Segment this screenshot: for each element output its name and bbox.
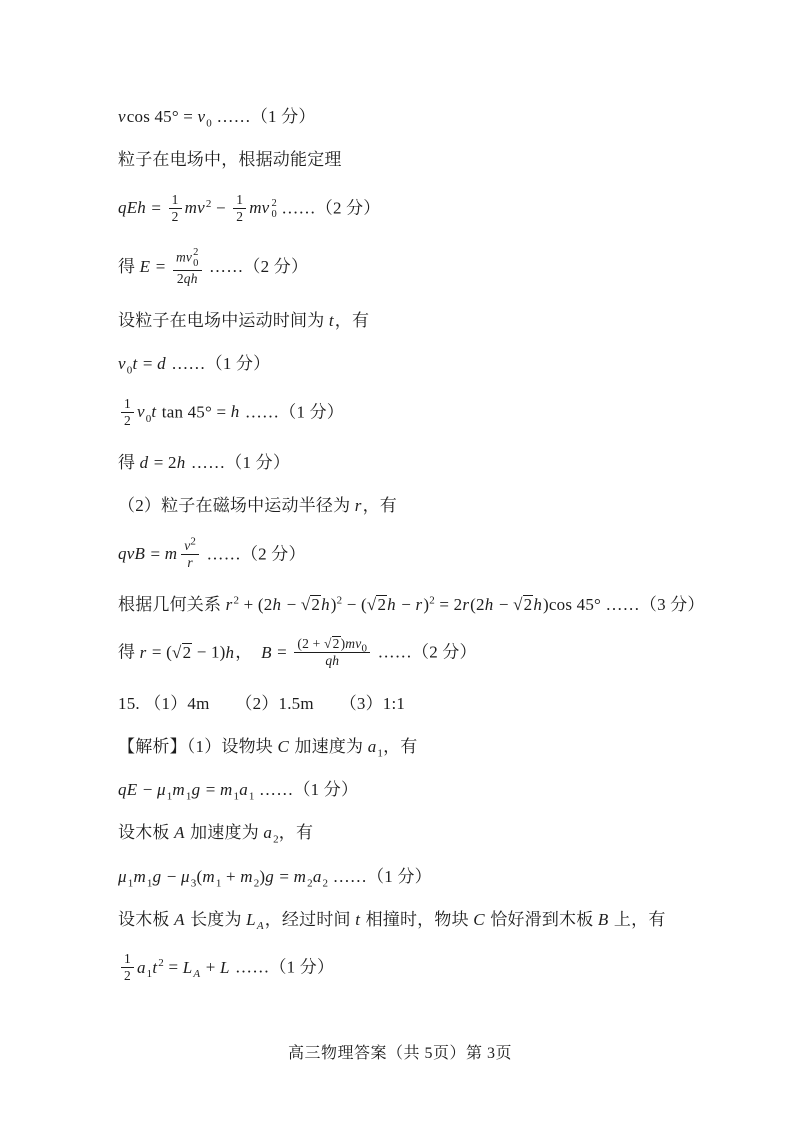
- math-variable: d: [139, 453, 149, 473]
- math-roman: ……（1 分）: [328, 866, 432, 886]
- math-superscript: 2: [233, 594, 240, 607]
- fraction-denominator: [121, 413, 134, 429]
- fraction-denominator: [294, 653, 370, 669]
- fraction-denominator: [233, 209, 246, 225]
- fraction-denominator: [181, 555, 199, 571]
- document-line: [118, 535, 730, 572]
- radical-sign: √: [172, 642, 182, 662]
- math-subscript: 0: [145, 412, 152, 425]
- math-superscript: 2: [429, 594, 435, 607]
- math-roman: −: [494, 594, 514, 614]
- math-variable: C: [473, 909, 485, 929]
- math-subscript: 2: [307, 876, 313, 889]
- math-roman: 恰好滑到木板: [485, 909, 598, 929]
- radical-sign: √: [366, 594, 377, 614]
- math-roman: ……（2 分）: [276, 198, 381, 218]
- math-variable: m: [202, 866, 215, 886]
- math-fraction: [173, 247, 202, 287]
- math-roman: ，有: [334, 311, 370, 331]
- math-subscript: 1: [215, 876, 222, 889]
- math-subscript: 2: [322, 876, 329, 889]
- math-superscript: 2: [158, 956, 164, 969]
- fraction-numerator: [294, 636, 370, 653]
- radicand: [182, 643, 193, 662]
- math-roman: 2: [124, 968, 131, 984]
- math-variable: g: [152, 866, 162, 886]
- math-roman: ……（2 分）: [373, 642, 477, 662]
- math-variable: a: [312, 866, 322, 886]
- math-subscript: 1: [127, 876, 134, 889]
- radical-sign: √: [324, 636, 332, 652]
- math-variable: L: [182, 957, 193, 977]
- document-line: [118, 952, 730, 985]
- math-roman: 得: [118, 642, 140, 662]
- math-variable: g: [191, 780, 201, 800]
- radical-sign: √: [300, 594, 311, 614]
- document-line: [118, 779, 730, 803]
- math-variable: qEh: [118, 198, 146, 218]
- math-roman: ，有: [362, 496, 397, 516]
- math-roman: + (2: [239, 594, 273, 614]
- math-variable: h: [321, 594, 330, 614]
- math-variable: v: [118, 107, 126, 126]
- math-subscript: A: [193, 968, 201, 981]
- math-variable: a: [263, 823, 273, 843]
- math-roman: − (: [342, 594, 367, 614]
- document-line: [118, 822, 730, 846]
- math-roman: ): [330, 594, 337, 614]
- math-roman: ……（1 分）: [186, 453, 291, 473]
- math-subscript: 1: [146, 968, 153, 981]
- math-roman: 2: [124, 412, 131, 428]
- math-variable: mv: [345, 636, 362, 652]
- math-fraction: [181, 535, 199, 571]
- math-superscript: 2: [336, 594, 343, 607]
- fraction-numerator: [121, 396, 134, 413]
- math-roman: ……（1 分）: [230, 957, 335, 977]
- math-roman: = 2: [149, 453, 177, 473]
- math-sqrt: [172, 643, 192, 662]
- math-roman: 2: [311, 594, 321, 614]
- math-variable: h: [230, 402, 240, 422]
- math-variable: a: [239, 780, 248, 800]
- math-roman: ……（1 分）: [212, 107, 316, 126]
- fraction-denominator: [173, 271, 202, 287]
- math-roman: =: [164, 957, 183, 977]
- math-variable: μ: [118, 866, 127, 886]
- radicand: [376, 595, 387, 614]
- math-variable: v: [118, 354, 126, 374]
- math-roman: 相撞时，物块: [361, 909, 474, 929]
- document-line: [118, 397, 730, 430]
- math-variable: L: [219, 957, 230, 977]
- fraction-numerator: [173, 247, 202, 271]
- math-variable: mv: [249, 198, 270, 218]
- math-roman: 2: [171, 208, 179, 224]
- math-subscript: 3: [190, 876, 197, 889]
- math-roman: 设木板: [118, 909, 175, 929]
- math-variable: m: [240, 866, 253, 886]
- math-roman: 得: [118, 453, 140, 473]
- math-roman: (2: [470, 594, 485, 614]
- math-subscript: 1: [377, 747, 384, 760]
- math-roman: ，有: [383, 736, 418, 756]
- fraction-numerator: [181, 535, 199, 555]
- math-subscript: 0: [193, 258, 199, 270]
- math-roman: ……（2 分）: [204, 256, 309, 276]
- math-roman: ……（1 分）: [166, 354, 271, 374]
- math-superscript: 2: [193, 246, 199, 258]
- document-line: [118, 310, 730, 331]
- math-roman: cos 45° =: [126, 107, 198, 126]
- math-variable: qh: [325, 653, 340, 669]
- math-roman: ……（1 分）: [240, 402, 345, 422]
- math-roman: 根据几何关系: [118, 594, 226, 614]
- document-line: [118, 353, 730, 377]
- math-superscript: 2: [205, 197, 212, 210]
- math-fraction: [294, 636, 370, 669]
- math-variable: r: [187, 554, 193, 570]
- math-roman: −: [396, 594, 416, 614]
- math-variable: m: [172, 780, 185, 800]
- math-variable: C: [277, 736, 289, 756]
- page-footer: 高三物理答案（共 5页）第 3页: [287, 1045, 512, 1062]
- math-variable: h: [533, 594, 543, 614]
- math-variable: B: [597, 909, 609, 929]
- math-subscript: A: [256, 920, 264, 933]
- math-variable: mv: [184, 198, 205, 218]
- math-roman: 上，有: [609, 909, 666, 929]
- document-line: [118, 736, 730, 760]
- math-roman: =: [201, 780, 220, 800]
- math-superscript: 2: [190, 535, 197, 548]
- math-roman: − 1): [192, 642, 226, 662]
- math-roman: (: [196, 866, 203, 886]
- math-variable: t: [151, 402, 157, 422]
- radicand: [310, 595, 321, 614]
- math-variable: h: [225, 642, 235, 662]
- math-variable: μ: [156, 780, 166, 800]
- math-subscript: 0: [126, 364, 133, 377]
- math-variable: μ: [181, 866, 190, 886]
- math-variable: qE: [118, 780, 138, 800]
- fraction-denominator: [121, 968, 134, 984]
- document-line: [118, 106, 730, 130]
- math-variable: a: [136, 957, 146, 977]
- math-variable: h: [272, 594, 282, 614]
- fraction-numerator: [233, 192, 246, 209]
- math-variable: A: [174, 823, 185, 843]
- document-line: [118, 149, 730, 170]
- math-roman: 2: [176, 270, 184, 286]
- document-line: [118, 693, 730, 714]
- fraction-numerator: [169, 192, 182, 209]
- math-subscript: 0: [271, 209, 277, 221]
- math-variable: a: [367, 736, 377, 756]
- math-variable: E: [139, 256, 151, 276]
- document-line: [118, 637, 730, 670]
- math-sqrt: [367, 595, 387, 614]
- math-variable: qvB: [118, 544, 146, 564]
- math-variable: m: [220, 780, 233, 800]
- math-sqrt: [513, 595, 533, 614]
- math-variable: m: [164, 544, 178, 564]
- math-roman: −: [211, 198, 231, 218]
- math-superscript: 2: [271, 197, 277, 209]
- math-roman: )cos 45° ……（3 分）: [543, 594, 705, 614]
- math-roman: 2: [332, 636, 340, 652]
- math-subscript: 1: [185, 790, 192, 803]
- math-roman: tan 45° =: [157, 402, 231, 422]
- math-roman: =: [272, 642, 292, 662]
- math-roman: 设木板: [118, 823, 175, 843]
- math-subscript: 1: [146, 876, 153, 889]
- math-variable: r: [139, 642, 147, 662]
- math-roman: =: [146, 544, 165, 564]
- math-roman: 设粒子在电场中运动时间为: [118, 311, 329, 331]
- math-roman: ): [340, 636, 346, 652]
- math-variable: r: [225, 594, 233, 614]
- math-roman: 1: [236, 191, 244, 207]
- math-variable: h: [484, 594, 494, 614]
- math-variable: m: [293, 866, 307, 886]
- math-variable: v: [197, 107, 206, 126]
- document-line: [118, 594, 730, 615]
- math-variable: v: [136, 402, 145, 422]
- math-variable: t: [355, 909, 361, 929]
- math-roman: = (: [147, 642, 173, 662]
- math-variable: h: [176, 453, 186, 473]
- math-variable: v: [184, 537, 191, 553]
- fraction-denominator: [169, 209, 182, 225]
- math-variable: L: [246, 909, 256, 929]
- math-roman: 2: [523, 594, 533, 614]
- fraction-numerator: [121, 951, 134, 968]
- math-subscript: 0: [361, 642, 368, 655]
- math-roman: 1: [124, 951, 131, 967]
- math-variable: B: [261, 642, 272, 662]
- math-fraction: [233, 192, 246, 225]
- math-stacked-scripts: [193, 247, 198, 270]
- math-roman: 【解析】（1）设物块: [118, 736, 278, 756]
- math-roman: 15. （1）4m （2）1.5m （3）1:1: [118, 693, 406, 713]
- math-subscript: 0: [206, 117, 212, 130]
- document-line: [118, 193, 730, 226]
- math-sqrt: [301, 595, 321, 614]
- math-roman: +: [221, 866, 241, 886]
- math-variable: r: [462, 594, 470, 614]
- math-roman: −: [138, 780, 157, 800]
- radicand: [523, 595, 534, 614]
- math-variable: d: [157, 354, 166, 374]
- math-roman: −: [282, 594, 301, 614]
- radical-sign: √: [513, 594, 523, 614]
- math-roman: （2）粒子在磁场中运动半径为: [118, 496, 355, 516]
- math-subscript: 1: [248, 790, 255, 803]
- math-variable: t: [152, 957, 158, 977]
- document-line: [118, 248, 730, 288]
- math-roman: ，经过时间: [264, 909, 356, 929]
- math-variable: g: [265, 866, 274, 886]
- math-roman: ，有: [278, 823, 314, 843]
- math-roman: =: [138, 354, 158, 374]
- math-variable: A: [174, 909, 185, 929]
- math-roman: 粒子在电场中，根据动能定理: [118, 150, 342, 170]
- document-line: [118, 909, 730, 933]
- math-roman: ，: [235, 642, 262, 662]
- math-variable: r: [415, 594, 423, 614]
- math-roman: 加速度为: [185, 823, 264, 843]
- math-roman: 1: [171, 191, 179, 207]
- math-fraction: [121, 396, 134, 429]
- math-variable: m: [133, 866, 146, 886]
- math-roman: 2: [377, 594, 387, 614]
- math-roman: 2: [182, 642, 192, 662]
- math-fraction: [169, 192, 182, 225]
- math-roman: =: [146, 198, 166, 218]
- math-roman: −: [162, 866, 182, 886]
- math-subscript: 1: [166, 790, 173, 803]
- math-roman: ……（1 分）: [254, 780, 359, 800]
- math-roman: ……（2 分）: [202, 544, 306, 564]
- math-roman: 1: [124, 395, 131, 411]
- math-roman: 得: [118, 256, 140, 276]
- radicand: [332, 636, 341, 651]
- math-subscript: 2: [253, 876, 260, 889]
- math-variable: mv: [175, 249, 193, 265]
- math-subscript: 1: [233, 790, 240, 803]
- math-variable: r: [354, 496, 362, 516]
- document-line: [118, 452, 730, 473]
- document-line: [118, 495, 730, 516]
- math-variable: t: [328, 311, 334, 331]
- math-sqrt: [324, 636, 341, 651]
- math-subscript: 2: [273, 833, 279, 846]
- math-roman: ): [423, 594, 430, 614]
- math-roman: 长度为: [185, 909, 247, 929]
- math-variable: t: [132, 354, 138, 374]
- document-line: [118, 866, 730, 887]
- math-fraction: [121, 951, 134, 984]
- math-roman: =: [151, 256, 170, 276]
- math-roman: = 2: [434, 594, 463, 614]
- math-roman: (2 +: [297, 636, 325, 652]
- math-roman: =: [274, 866, 294, 886]
- math-variable: h: [387, 594, 396, 614]
- math-roman: +: [201, 957, 220, 977]
- math-roman: 加速度为: [290, 736, 368, 756]
- math-roman: 2: [236, 208, 244, 224]
- math-roman: ): [259, 866, 266, 886]
- math-variable: qh: [183, 270, 198, 286]
